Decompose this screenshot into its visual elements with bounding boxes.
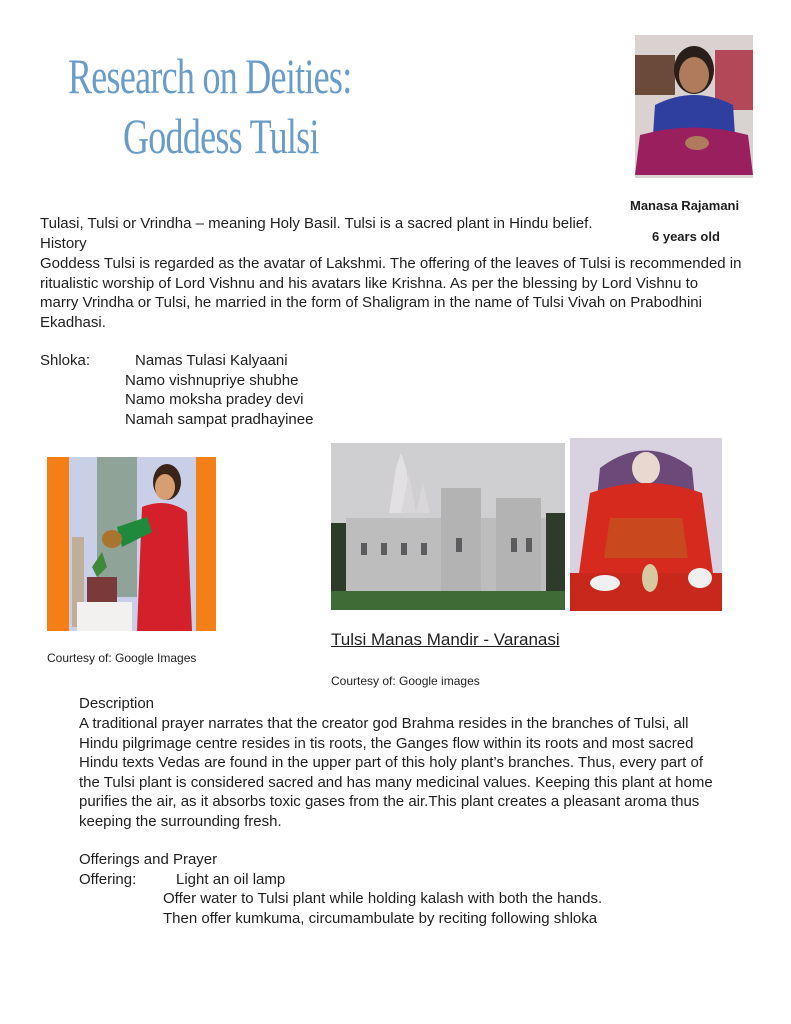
offerings-heading: Offerings and Prayer [79, 851, 218, 868]
author-name: Manasa Rajamani [630, 198, 740, 213]
history-line: Goddess Tulsi is regarded as the avatar of Lakshmi. The offering of the leaves of Tulsi is recommended in [40, 255, 742, 272]
tulsi-offering-painting [47, 457, 216, 631]
description-line: the Tulsi plant is considered sacred and has many medicinal values. Keeping this plant at home [79, 774, 713, 791]
page-title-line-2: Goddess Tulsi [123, 108, 319, 164]
description-line: purifies the air, as it absorbs toxic gases from the air.This plant creates a pleasant aroma thus [79, 793, 700, 810]
tulsi-idol-photo [570, 438, 722, 611]
shloka-line: Namah sampat pradhayinee [125, 411, 314, 428]
right-image-caption: Courtesy of: Google images [331, 674, 480, 688]
description-line: A traditional prayer narrates that the creator god Brahma resides in the branches of Tulsi, all [79, 715, 689, 732]
shloka-line: Namo vishnupriye shubhe [125, 372, 299, 389]
history-line: Ekadhasi. [40, 314, 106, 331]
description-line: Hindu pilgrimage centre resides in tis roots, the Ganges flow within its roots and most sacred [79, 735, 694, 752]
offering-line: Then offer kumkuma, circumambulate by reciting following shloka [163, 910, 598, 927]
author-photo [635, 35, 753, 178]
intro-line: Tulasi, Tulsi or Vrindha – meaning Holy Basil. Tulsi is a sacred plant in Hindu belief. [40, 215, 593, 232]
left-image-caption: Courtesy of: Google Images [47, 651, 197, 665]
author-age: 6 years old [652, 229, 720, 244]
temple-title: Tulsi Manas Mandir - Varanasi [331, 630, 560, 649]
shloka-line: Namas Tulasi Kalyaani [135, 352, 288, 369]
history-line: marry Vrindha or Tulsi, he married in the form of Shaligram in the name of Tulsi Vivah on Prabodhini [40, 294, 702, 311]
description-heading: Description [79, 695, 155, 712]
temple-photo [331, 443, 565, 610]
offering-line: Light an oil lamp [176, 871, 286, 888]
history-line: ritualistic worship of Lord Vishnu and his avatars like Krishna. As per the blessing by Lord Vishnu to [40, 275, 699, 292]
shloka-line: Namo moksha pradey devi [125, 391, 304, 408]
description-line: Hindu texts Vedas are found in the upper part of this holy plant’s branches. Thus, every part of [79, 754, 703, 771]
offering-line: Offer water to Tulsi plant while holding kalash with both the hands. [163, 890, 603, 907]
history-heading: History [40, 235, 87, 252]
offering-label: Offering: [79, 871, 137, 888]
page-title-line-1: Research on Deities: [68, 48, 352, 104]
description-line: keeping the surrounding fresh. [79, 813, 282, 830]
shloka-label: Shloka: [40, 352, 91, 369]
